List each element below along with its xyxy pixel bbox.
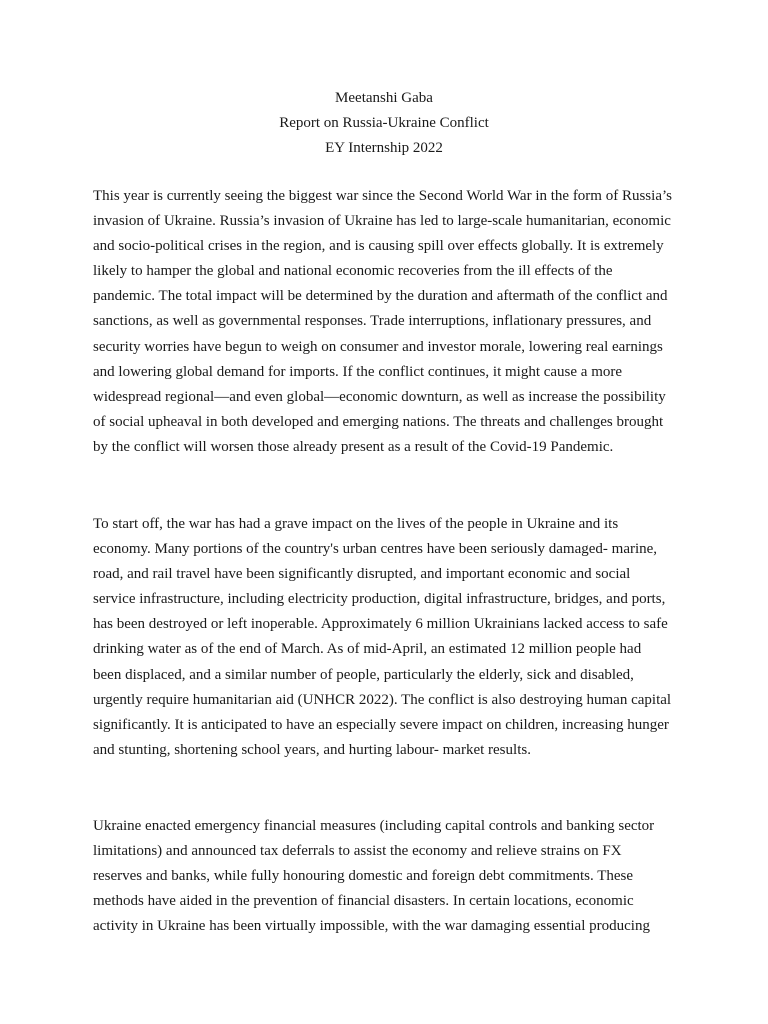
paragraph-ukraine-impact: To start off, the war has had a grave impact on the lives of the people in Ukraine and its economy. Many portions of the country's urban centres have been seriously damaged- marine, road, and rail travel have been significantly disrupted, and important economic and social service infrastructure, including electricity production, digital infrastructure, bridges, and ports, has been destroyed or left inoperable. Approximately 6 million Ukrainians lacked access to safe drinking water as of the end of March. As of mid-April, an estimated 12 million people had been displaced, and a similar number of people, particularly the elderly, sick and disabled, urgently require humanitarian aid (UNHCR 2022). The conflict is also destroying human capital significantly. It is anticipated to have an especially severe impact on children, increasing hunger and stunting, shortening school years, and hurting labour- market results. xyxy=(93,516,672,758)
report-title: Report on Russia-Ukraine Conflict xyxy=(279,115,489,131)
paragraph-intro: This year is currently seeing the biggest war since the Second World War in the form of Russia’s invasion of Ukraine. Russia’s invasion of Ukraine has led to large-scale humanitarian, economic and socio-political crises in the region, and is causing spill over effects globally. It is extremely likely to hamper the global and national economic recoveries from the ill effects of the pandemic. The total impact will be determined by the duration and aftermath of the conflict and sanctions, as well as governmental responses. Trade interruptions, inflationary pressures, and security worries have begun to weigh on consumer and investor morale, lowering real earnings and lowering global demand for imports. If the conflict continues, it might cause a more widespread regional—and even global—economic downturn, as well as increase the possibility of social upheaval in both developed and emerging nations. The threats and challenges brought by the conflict will worsen those already present as a result of the Covid-19 Pandemic. xyxy=(93,188,672,455)
author-name: Meetanshi Gaba xyxy=(335,90,433,106)
paragraph-financial-measures: Ukraine enacted emergency financial measures (including capital controls and banking sector limitations) and announced tax deferrals to assist the economy and relieve strains on FX reserves and banks, while fully honouring domestic and foreign debt commitments. These methods have aided in the prevention of financial disasters. In certain locations, economic activity in Ukraine has been virtually impossible, with the war damaging essential producing xyxy=(93,818,655,935)
report-subtitle: EY Internship 2022 xyxy=(325,140,443,156)
document-header xyxy=(0,86,768,161)
